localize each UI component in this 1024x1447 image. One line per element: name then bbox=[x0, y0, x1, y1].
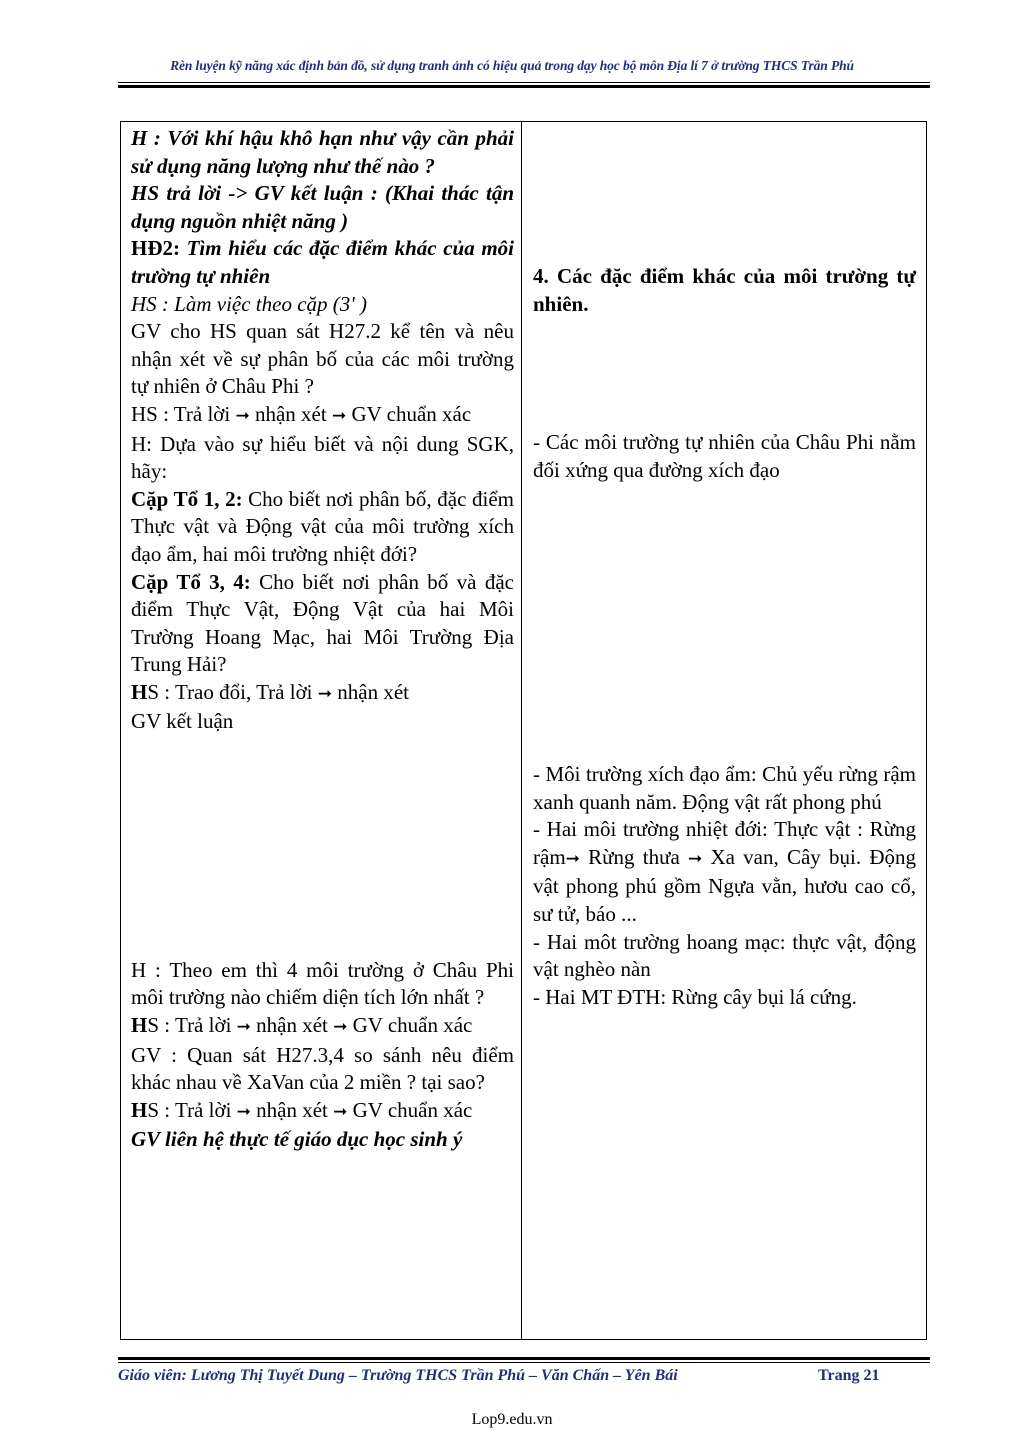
question-largest-area: H : Theo em thì 4 môi trường ở Châu Phi môi trường nào chiếm diện tích lớn nhất ? bbox=[131, 957, 514, 1010]
section-4-heading: 4. Các đặc điểm khác của môi trường tự nhiên. bbox=[533, 264, 916, 316]
activity-2-label: HĐ2: bbox=[131, 236, 180, 261]
arrow-right-icon: ➞ bbox=[333, 1101, 348, 1122]
pair-group-1-2-task: Cặp Tổ 1, 2: Cho biết nơi phân bố, đặc điểm Thực vật và Động vật của môi trường xích đạo ẩm, hai môi trường nhiệt đới? bbox=[131, 486, 514, 566]
activity-2-title: Tìm hiểu các đặc điểm khác của môi trường tự nhiên bbox=[131, 236, 514, 288]
pair-group-1-2-label: Cặp Tổ 1, 2: bbox=[131, 486, 243, 511]
header-rule-thick bbox=[118, 85, 930, 88]
header-rule-thin bbox=[118, 82, 930, 83]
content-symmetry: - Các môi trường tự nhiên của Châu Phi nằm đối xứng qua đường xích đạo bbox=[533, 430, 916, 482]
arrow-right-icon: ➞ bbox=[333, 1017, 348, 1038]
table-column-divider bbox=[521, 121, 522, 1340]
pair-group-3-4-task: Cặp Tổ 3, 4: Cho biết nơi phân bố và đặc điểm Thực Vật, Động Vật của hai Môi Trường Hoang Mạc, hai Môi Trường Địa Trung Hải? bbox=[131, 569, 514, 677]
question-energy: H : Với khí hậu khô hạn như vậy cần phải sử dụng năng lượng như thế nào ? bbox=[131, 126, 514, 178]
footer-rule-thin bbox=[118, 1362, 930, 1363]
arrow-right-icon: ➞ bbox=[235, 405, 250, 426]
arrow-right-icon: ➞ bbox=[331, 405, 347, 426]
footer-teacher: Giáo viên: Lương Thị Tuyết Dung – Trường THCS Trần Phú – Văn Chấn – Yên Bái bbox=[118, 1367, 678, 1384]
page-number: Trang 21 bbox=[818, 1367, 880, 1384]
content-heading-cell bbox=[533, 263, 916, 318]
page-header-title: Rèn luyện kỹ năng xác định bản đồ, sử dụng tranh ảnh có hiệu quả trong dạy học bộ môn Địa lí 7 ở trường THCS Trần Phú bbox=[170, 58, 854, 73]
arrow-right-icon: ➞ bbox=[317, 683, 333, 704]
content-symmetry-cell bbox=[533, 429, 916, 484]
content-environments-cell bbox=[533, 761, 916, 1011]
gv-education-note: GV liên hệ thực tế giáo dục học sinh ý bbox=[131, 1127, 463, 1152]
hs-response-1: HS : Trả lời ➞ nhận xét ➞ GV chuẩn xác bbox=[131, 401, 472, 426]
arrow-right-icon: ➞ bbox=[236, 1101, 251, 1122]
question-sgk: H: Dựa vào sự hiểu biết và nội dung SGK, hãy: bbox=[131, 431, 514, 484]
hs-response-2: HS : Trao đổi, Trả lời ➞ nhận xét bbox=[131, 679, 409, 704]
spacer bbox=[131, 736, 514, 957]
gv-instruction-savanna: GV : Quan sát H27.3,4 so sánh nêu điểm khác nhau về XaVan của 2 miền ? tại sao? bbox=[131, 1042, 514, 1095]
content-tropical: - Hai môi trường nhiệt đới: Thực vật : Rừng rậm➞ Rừng thưa ➞ Xa van, Cây bụi. Động vật phong phú gồm Ngựa vằn, hươu cao cổ, sư tử, báo ... bbox=[533, 817, 916, 926]
arrow-right-icon: ➞ bbox=[565, 848, 580, 869]
pair-work-note: HS : Làm việc theo cặp (3' ) bbox=[131, 291, 368, 316]
gv-conclusion: GV kết luận bbox=[131, 709, 234, 734]
teacher-student-activity-column bbox=[131, 125, 514, 1154]
hs-response-3: HS : Trả lời ➞ nhận xét ➞ GV chuẩn xác bbox=[131, 1013, 473, 1038]
footer-rule-thick bbox=[118, 1357, 930, 1360]
content-equatorial: - Môi trường xích đạo ẩm: Chủ yếu rừng rậm xanh quanh năm. Động vật rất phong phú bbox=[533, 762, 916, 814]
content-mediterranean: - Hai MT ĐTH: Rừng cây bụi lá cứng. bbox=[533, 984, 857, 1009]
site-watermark: Lop9.edu.vn bbox=[471, 1411, 553, 1428]
page-footer bbox=[118, 1367, 930, 1385]
gv-instruction-1: GV cho HS quan sát H27.2 kể tên và nêu nhận xét về sự phân bố của các môi trường tự nhiên ở Châu Phi ? bbox=[131, 319, 514, 399]
answer-energy: HS trả lời -> GV kết luận : (Khai thác tận dụng nguồn nhiệt năng ) bbox=[131, 181, 514, 233]
content-desert: - Hai môt trường hoang mạc: thực vật, động vật nghèo nàn bbox=[533, 929, 916, 982]
activity-2-heading bbox=[131, 235, 514, 290]
arrow-right-icon: ➞ bbox=[688, 848, 703, 869]
pair-group-3-4-label: Cặp Tổ 3, 4: bbox=[131, 569, 251, 594]
hs-response-4: HS : Trả lời ➞ nhận xét ➞ GV chuẩn xác bbox=[131, 1097, 473, 1122]
arrow-right-icon: ➞ bbox=[236, 1017, 251, 1038]
